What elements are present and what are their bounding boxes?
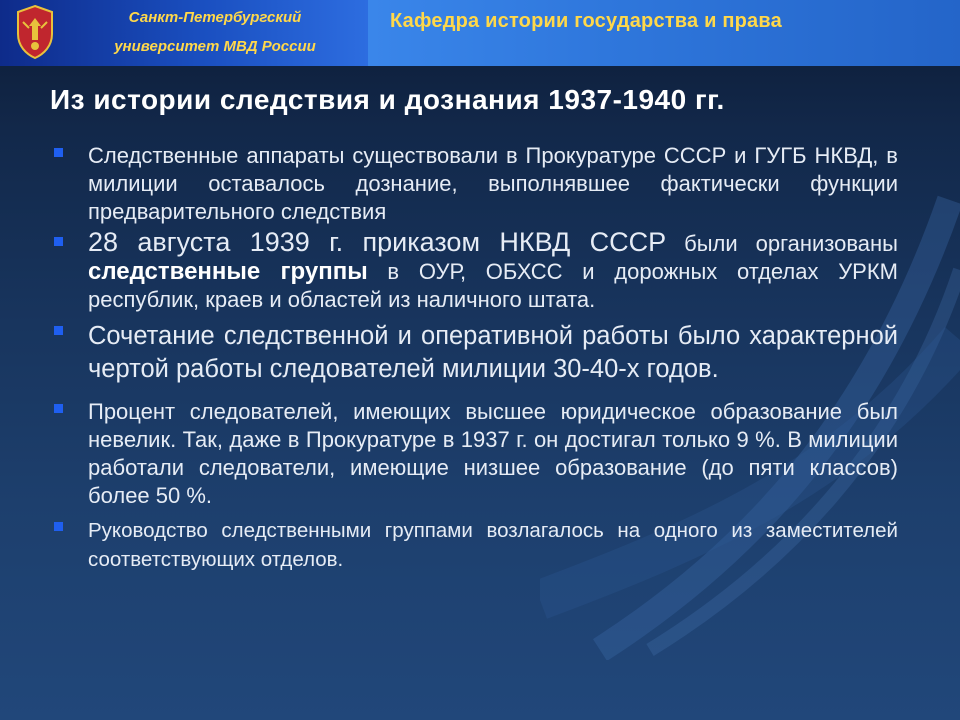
bullet-item (48, 516, 898, 574)
bullet-text-bold: следственные группы (88, 258, 368, 285)
mvd-emblem-icon (14, 4, 56, 60)
bullet-square-icon (54, 522, 63, 531)
bullet-text: были организованы (666, 231, 898, 256)
bullet-item (48, 142, 898, 226)
university-name-line1: Санкт-Петербургский (128, 9, 302, 26)
bullet-square-icon (54, 326, 63, 335)
bullet-square-icon (54, 148, 63, 157)
header-bar (0, 0, 960, 66)
bullet-item (48, 320, 898, 386)
bullet-text: Сочетание следственной и оперативной работы было характерной чертой работы следователей милиции 30-40-х годов. (88, 322, 898, 383)
university-panel (0, 0, 368, 66)
department-panel (368, 0, 960, 66)
bullet-text: Руководство следственными группами возлагалось на одного из заместителей соответствующих отделов. (88, 519, 898, 571)
bullet-text: Процент следователей, имеющих высшее юридическое образование был невелик. Так, даже в Прокуратуре в 1937 г. он достигал только 9 %. В милиции работали следователи, имеющие низшее образование (до пяти классов) более 50 %. (88, 399, 898, 508)
bullet-list (48, 142, 898, 574)
bullet-text: в ОУР, ОБХСС и дорожных отделах УРКМ республик, краев и областей из наличного штата. (88, 259, 899, 312)
bullet-item (48, 228, 898, 314)
bullet-item (48, 398, 898, 510)
slide-title: Из истории следствия и дознания 1937-1940 гг. (50, 84, 725, 115)
bullet-text: Следственные аппараты существовали в Прокуратуре СССР и ГУГБ НКВД, в милиции оставалось дознание, выполнявшее фактически функции предварительного следствия (88, 143, 898, 224)
bullet-square-icon (54, 404, 63, 413)
bullet-square-icon (54, 237, 63, 246)
university-name-line2: университет МВД России (114, 38, 316, 55)
bullet-text-lead: 28 августа 1939 г. приказом НКВД СССР (88, 227, 667, 257)
department-name: Кафедра истории государства и права (390, 10, 782, 32)
